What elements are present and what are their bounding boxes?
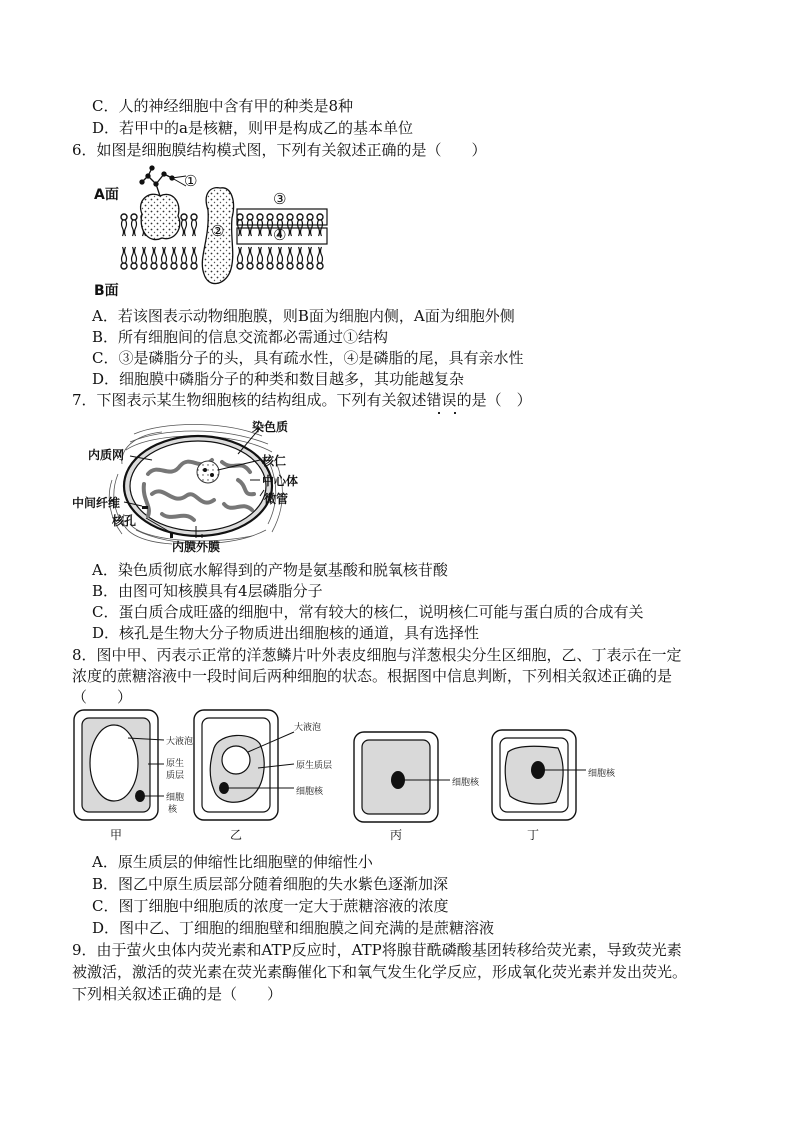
q7-stem: 7．下图表示某生物细胞核的结构组成。下列有关叙述错误的是（ ） — [72, 391, 532, 409]
q8-option-b: B．图乙中原生质层部分随着细胞的失水紫色逐渐加深 — [92, 875, 449, 893]
caption-jia: 甲 — [110, 828, 123, 842]
label-protoplast-yi: 原生质层 — [296, 761, 333, 771]
q8-stem-line-1: 8．图中甲、丙表示正常的洋葱鳞片叶外表皮细胞与洋葱根尖分生区细胞，乙、丁表示在一定 — [72, 646, 682, 664]
cell-jia — [74, 710, 164, 820]
q9-stem-line-3: 下列相关叙述正确的是（ ） — [72, 985, 283, 1003]
label-pore: 核孔 — [112, 514, 137, 528]
label-nucleus-jia-2: 核 — [168, 805, 178, 815]
q8-option-c: C．图丁细胞中细胞质的浓度一定大于蔗糖溶液的浓度 — [92, 897, 449, 915]
label-1: ① — [184, 172, 198, 190]
sugar-chain — [140, 166, 174, 196]
label-er: 内质网 — [88, 448, 125, 462]
glycoprotein — [141, 194, 180, 239]
label-nucleus-jia-1: 细胞 — [166, 793, 185, 803]
label-a-side: A面 — [94, 187, 119, 203]
label-3: ③ — [273, 190, 287, 208]
q8-stem-line-2: 浓度的蔗糖溶液中一段时间后两种细胞的状态。根据图中信息判断，下列相关叙述正确的是 — [72, 667, 673, 685]
q9-stem-line-1: 9．由于萤火虫体内荧光素和ATP反应时，ATP将腺苷酰磷酸基团转移给荧光素，导致荧光素 — [72, 941, 682, 959]
q7-option-b: B．由图可知核膜具有4层磷脂分子 — [92, 582, 323, 600]
q8-stem-line-3: （ ） — [72, 688, 133, 706]
q9-stem-line-2: 被激活，激活的荧光素在荧光素酶催化下和氧气发生化学反应，形成氧化荧光素并发出荧光。 — [72, 963, 688, 981]
label-nucleus-yi: 细胞核 — [296, 787, 324, 797]
caption-bing: 丙 — [390, 828, 403, 842]
q6-option-a: A．若该图表示动物细胞膜，则B面为细胞内侧，A面为细胞外侧 — [92, 307, 515, 325]
label-nucleus-ding: 细胞核 — [588, 769, 616, 779]
membrane-figure — [90, 162, 340, 300]
cell-ding — [492, 730, 586, 820]
label-filament: 中间纤维 — [72, 496, 121, 510]
q8-option-d: D．图中乙、丁细胞的细胞壁和细胞膜之间充满的是蔗糖溶液 — [92, 919, 495, 937]
q6-stem: 6．如图是细胞膜结构模式图，下列有关叙述正确的是（ ） — [72, 141, 487, 159]
label-4: ④ — [273, 226, 287, 244]
label-vacuole-jia: 大液泡 — [166, 737, 194, 747]
label-b-side: B面 — [94, 283, 119, 299]
q6-option-d: D．细胞膜中磷脂分子的种类和数目越多，其功能越复杂 — [92, 370, 465, 388]
label-chromatin: 染色质 — [252, 420, 289, 434]
cell-yi — [194, 710, 294, 820]
label-protoplast-jia-1: 原生 — [166, 759, 185, 769]
q7-option-a: A．染色质彻底水解得到的产物是氨基酸和脱氧核苷酸 — [92, 561, 448, 579]
label-2: ② — [211, 222, 225, 240]
nucleolus — [197, 461, 219, 483]
label-centriole: 中心体 — [262, 474, 299, 488]
q7-option-d: D．核孔是生物大分子物质进出细胞核的通道，具有选择性 — [92, 624, 480, 642]
nucleus-figure — [72, 414, 312, 554]
emphasis-word: 错误 — [426, 391, 457, 409]
q5-option-d: D．若甲中的a是核糖，则甲是构成乙的基本单位 — [92, 119, 413, 137]
plasmolysis-figure — [72, 708, 662, 844]
label-protoplast-jia-2: 质层 — [166, 771, 185, 781]
caption-yi: 乙 — [230, 828, 243, 842]
q7-option-c: C．蛋白质合成旺盛的细胞中，常有较大的核仁，说明核仁可能与蛋白质的合成有关 — [92, 603, 644, 621]
q6-option-b: B．所有细胞间的信息交流都必需通过①结构 — [92, 328, 389, 346]
label-nucleus-bing: 细胞核 — [452, 778, 480, 788]
label-vacuole-yi: 大液泡 — [294, 723, 322, 733]
label-membrane: 内膜外膜 — [172, 540, 221, 554]
caption-ding: 丁 — [527, 828, 540, 842]
label-nucleolus: 核仁 — [262, 454, 287, 468]
q5-option-c: C．人的神经细胞中含有甲的种类是8种 — [92, 97, 354, 115]
cell-bing — [354, 732, 450, 822]
label-microtubule: 微管 — [264, 492, 289, 506]
q6-option-c: C．③是磷脂分子的头，具有疏水性，④是磷脂的尾，具有亲水性 — [92, 349, 524, 367]
q8-option-a: A．原生质层的伸缩性比细胞壁的伸缩性小 — [92, 853, 373, 871]
